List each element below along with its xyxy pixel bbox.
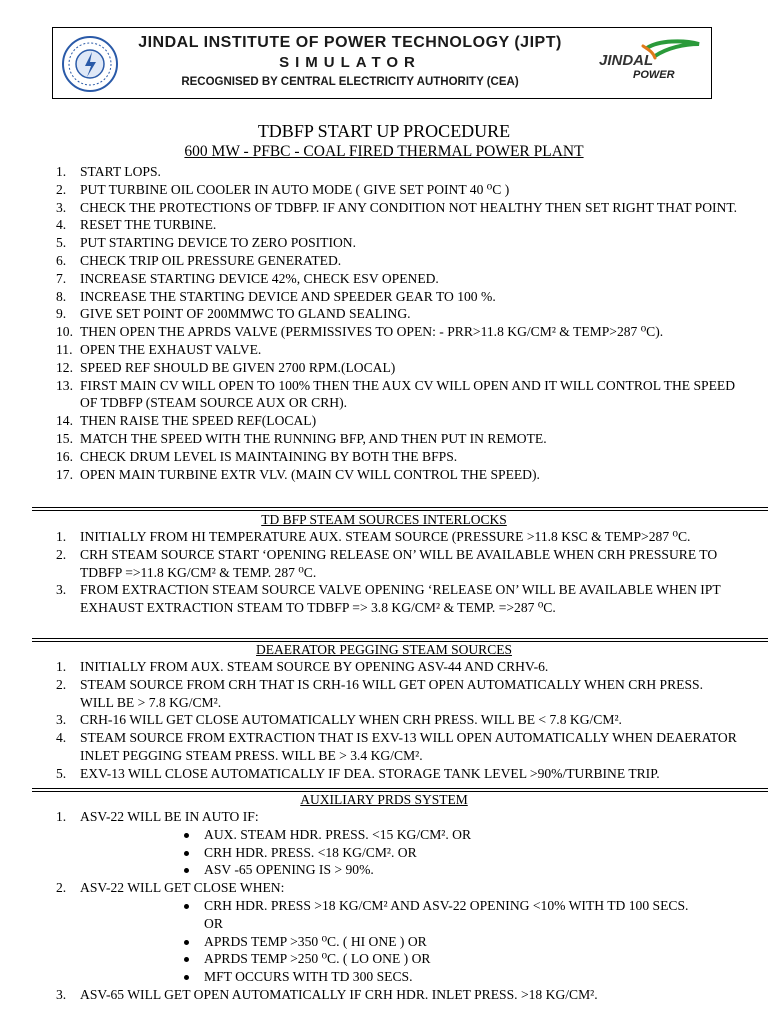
list-item — [0, 546, 768, 582]
bullet-text: APRDS TEMP >350 ⁰C. ( HI ONE ) OR — [204, 933, 427, 949]
bullet-dot-icon — [184, 868, 189, 873]
item-number: 2. — [56, 181, 67, 197]
item-number: 3. — [56, 712, 67, 728]
item-number: 2. — [56, 546, 67, 562]
item-number: 1. — [56, 659, 67, 674]
bullet-text: MFT OCCURS WITH TD 300 SECS. — [204, 969, 413, 985]
item-text: THEN RAISE THE SPEED REF(LOCAL) — [80, 413, 317, 429]
list-item — [0, 359, 768, 377]
item-number: 5. — [56, 765, 67, 781]
bullet-dot-icon — [184, 940, 189, 945]
list-item — [0, 729, 768, 765]
list-item — [0, 658, 768, 676]
item-number: 1. — [56, 164, 67, 179]
item-text: MATCH THE SPEED WITH THE RUNNING BFP, AND THEN PUT IN REMOTE. — [80, 430, 547, 446]
prds-title: AUXILIARY PRDS SYSTEM — [300, 792, 468, 807]
item-number: 11. — [56, 341, 73, 357]
list-item — [0, 528, 768, 546]
item-text: START LOPS. — [80, 164, 161, 179]
recognition-line: RECOGNISED BY CENTRAL ELECTRICITY AUTHORITY (CEA) — [181, 76, 519, 88]
list-item — [0, 323, 768, 341]
item-number: 13. — [56, 377, 73, 393]
startup-steps-list — [0, 163, 768, 483]
item-number: 1. — [56, 809, 67, 824]
bullet-dot-icon — [184, 975, 189, 980]
item-number: 15. — [56, 430, 73, 446]
list-item — [0, 341, 768, 359]
item-text: ASV-22 WILL GET CLOSE WHEN: — [80, 880, 285, 896]
item-text: CRH-16 WILL GET CLOSE AUTOMATICALLY WHEN CRH PRESS. WILL BE < 7.8 KG/CM². — [80, 712, 622, 728]
item-number: 16. — [56, 448, 73, 464]
list-item — [0, 270, 768, 288]
pegging-list — [0, 658, 768, 783]
institute-name: JINDAL INSTITUTE OF POWER TECHNOLOGY (JIPT) — [138, 34, 562, 51]
section-divider — [32, 788, 768, 789]
item-text: CRH STEAM SOURCE START ‘OPENING RELEASE ON’ WILL BE AVAILABLE WHEN CRH PRESSURE TO TDBFP =>11.8 KG/CM² & TEMP. 287 ⁰C. — [80, 546, 718, 580]
item-text: RESET THE TURBINE. — [80, 217, 217, 233]
list-item — [0, 288, 768, 306]
header-text — [125, 33, 575, 91]
item-text: PUT STARTING DEVICE TO ZERO POSITION. — [80, 235, 357, 251]
item-number: 3. — [56, 986, 67, 1002]
item-number: 1. — [56, 529, 67, 544]
item-text: INITIALLY FROM AUX. STEAM SOURCE BY OPENING ASV-44 AND CRHV-6. — [80, 659, 549, 674]
item-text: SPEED REF SHOULD BE GIVEN 2700 RPM.(LOCAL) — [80, 359, 396, 375]
item-number: 12. — [56, 359, 73, 375]
item-text: FROM EXTRACTION STEAM SOURCE VALVE OPENING ‘RELEASE ON’ WILL BE AVAILABLE WHEN IPT EXHAUST EXTRACTION STEAM TO TDBFP => 3.8 KG/CM² & TEMP. =>287 ⁰C. — [80, 582, 721, 616]
item-text: FIRST MAIN CV WILL OPEN TO 100% THEN THE AUX CV WILL OPEN AND IT WILL CONTROL THE SPEED OF TDBFP (STEAM SOURCE AUX OR CRH). — [80, 377, 736, 411]
logo-sub: POWER — [633, 69, 675, 81]
list-item — [0, 181, 768, 199]
list-item — [0, 252, 768, 270]
item-text: OPEN THE EXHAUST VALVE. — [80, 341, 262, 357]
item-text: EXV-13 WILL CLOSE AUTOMATICALLY IF DEA. STORAGE TANK LEVEL >90%/TURBINE TRIP. — [80, 765, 660, 781]
list-item — [0, 163, 768, 181]
list-item — [0, 676, 768, 712]
jindal-power-logo — [589, 38, 705, 90]
item-text: THEN OPEN THE APRDS VALVE (PERMISSIVES TO OPEN: - PRR>11.8 KG/CM² & TEMP>287 ⁰C). — [80, 324, 664, 340]
prds-list — [0, 808, 768, 1004]
item-number: 2. — [56, 676, 67, 692]
bullet-item — [80, 968, 738, 986]
interlocks-list — [0, 528, 768, 617]
bullet-item — [80, 861, 738, 879]
item-text: ASV-65 WILL GET OPEN AUTOMATICALLY IF CRH HDR. INLET PRESS. >18 KG/CM². — [80, 986, 598, 1002]
bullet-dot-icon — [184, 957, 189, 962]
item-number: 4. — [56, 730, 67, 746]
bullet-text: CRH HDR. PRESS >18 KG/CM² AND ASV-22 OPENING <10% WITH TD 100 SECS. OR — [204, 897, 689, 931]
bullet-dot-icon — [184, 851, 189, 856]
bullet-text: APRDS TEMP >250 ⁰C. ( LO ONE ) OR — [204, 951, 431, 967]
item-number: 10. — [56, 324, 73, 340]
item-text: GIVE SET POINT OF 200MMWC TO GLAND SEALING. — [80, 306, 411, 322]
item-number: 4. — [56, 217, 67, 233]
list-item — [0, 430, 768, 448]
sub-bullet-list — [80, 826, 738, 879]
item-number: 7. — [56, 270, 67, 286]
bullet-item — [80, 950, 738, 968]
item-text: ASV-22 WILL BE IN AUTO IF: — [80, 809, 259, 824]
list-item — [0, 448, 768, 466]
item-text: INCREASE STARTING DEVICE 42%, CHECK ESV OPENED. — [80, 270, 439, 286]
item-text: INITIALLY FROM HI TEMPERATURE AUX. STEAM SOURCE (PRESSURE >11.8 KSC & TEMP>287 ⁰C. — [80, 529, 691, 544]
sub-bullet-list — [80, 897, 738, 986]
document-subtitle: 600 MW - PFBC - COAL FIRED THERMAL POWER PLANT — [184, 143, 584, 160]
item-text: INCREASE THE STARTING DEVICE AND SPEEDER GEAR TO 100 %. — [80, 288, 496, 304]
jipt-seal-icon — [61, 35, 119, 93]
list-item — [0, 879, 768, 986]
bullet-item — [80, 933, 738, 951]
list-item — [0, 199, 768, 217]
section-divider — [32, 507, 768, 508]
item-text: STEAM SOURCE FROM EXTRACTION THAT IS EXV-13 WILL OPEN AUTOMATICALLY WHEN DEAERATOR INLET PEGGING STEAM PRESS. WILL BE > 3.4 KG/CM². — [80, 730, 737, 763]
list-item — [0, 377, 768, 413]
item-text: CHECK TRIP OIL PRESSURE GENERATED. — [80, 252, 342, 268]
list-item — [0, 305, 768, 323]
bullet-item — [80, 826, 738, 844]
header-banner — [52, 27, 712, 99]
list-item — [0, 466, 768, 484]
bullet-item — [80, 844, 738, 862]
item-number: 17. — [56, 466, 73, 482]
item-text: STEAM SOURCE FROM CRH THAT IS CRH-16 WILL GET OPEN AUTOMATICALLY WHEN CRH PRESS. WILL BE > 7.8 KG/CM². — [80, 676, 704, 710]
item-text: CHECK THE PROTECTIONS OF TDBFP. IF ANY CONDITION NOT HEALTHY THEN SET RIGHT THAT POINT. — [80, 199, 738, 215]
item-number: 9. — [56, 306, 67, 322]
item-text: CHECK DRUM LEVEL IS MAINTAINING BY BOTH THE BFPS. — [80, 448, 458, 464]
logo-word: JINDAL — [599, 52, 654, 69]
bullet-text: AUX. STEAM HDR. PRESS. <15 KG/CM². OR — [204, 826, 472, 842]
list-item — [0, 581, 768, 617]
list-item — [0, 765, 768, 783]
item-number: 3. — [56, 199, 67, 215]
item-text: OPEN MAIN TURBINE EXTR VLV. (MAIN CV WILL CONTROL THE SPEED). — [80, 466, 540, 482]
bullet-text: CRH HDR. PRESS. <18 KG/CM². OR — [204, 844, 417, 860]
bullet-dot-icon — [184, 833, 189, 838]
bullet-dot-icon — [184, 904, 189, 909]
document-title: TDBFP START UP PROCEDURE — [257, 121, 511, 141]
item-number: 2. — [56, 880, 67, 896]
bullet-item — [80, 897, 738, 933]
item-number: 6. — [56, 252, 67, 268]
item-number: 3. — [56, 582, 67, 598]
list-item — [0, 412, 768, 430]
list-item — [0, 808, 768, 879]
list-item — [0, 234, 768, 252]
item-number: 14. — [56, 413, 73, 429]
bullet-text: ASV -65 OPENING IS > 90%. — [204, 862, 374, 878]
list-item — [0, 216, 768, 234]
interlocks-title: TD BFP STEAM SOURCES INTERLOCKS — [261, 512, 507, 527]
list-item — [0, 711, 768, 729]
section-divider — [32, 510, 768, 511]
item-text: PUT TURBINE OIL COOLER IN AUTO MODE ( GIVE SET POINT 40 ⁰C ) — [80, 181, 510, 197]
section-divider — [32, 638, 768, 639]
pegging-title: DEAERATOR PEGGING STEAM SOURCES — [256, 642, 512, 657]
list-item — [0, 986, 768, 1004]
item-number: 5. — [56, 235, 67, 251]
simulator-label: SIMULATOR — [279, 54, 421, 71]
item-number: 8. — [56, 288, 67, 304]
